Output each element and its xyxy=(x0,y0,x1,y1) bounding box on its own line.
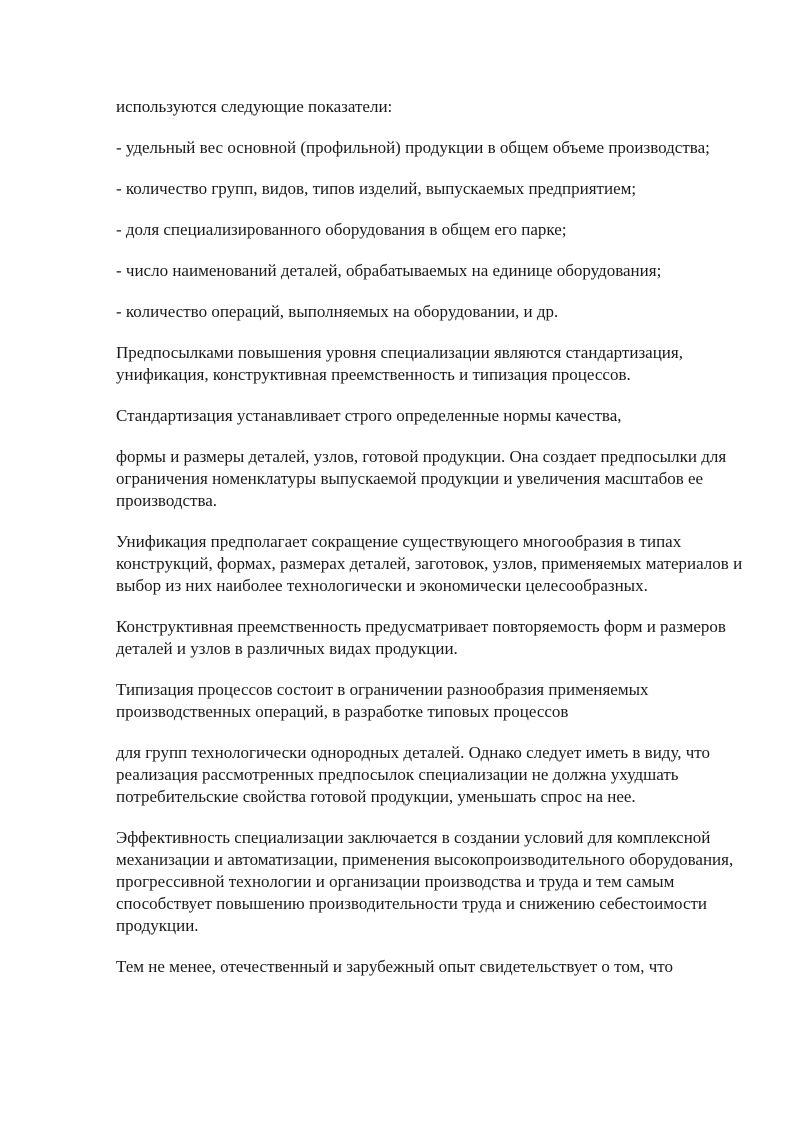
paragraph-5: - число наименований деталей, обрабатываемых на единице оборудования; xyxy=(116,261,662,280)
paragraph-15: Тем не менее, отечественный и зарубежный опыт свидетельствует о том, что xyxy=(116,957,674,976)
paragraph-3: - количество групп, видов, типов изделий, выпускаемых предприятием; xyxy=(116,179,637,198)
paragraph-9: формы и размеры деталей, узлов, готовой продукции. Она создает предпосылки для ограничения номенклатуры выпускаемой продукции и увеличения масштабов ее производства. xyxy=(116,447,727,510)
paragraph-13: для групп технологически однородных деталей. Однако следует иметь в виду, что реализация рассмотренных предпосылок специализации не должна ухудшать потребительские свойства готовой продукции, уменьшать спрос на нее. xyxy=(116,743,711,806)
paragraph-6: - количество операций, выполняемых на оборудовании, и др. xyxy=(116,302,559,321)
paragraph-4: - доля специализированного оборудования в общем его парке; xyxy=(116,220,567,239)
paragraph-7: Предпосылками повышения уровня специализации являются стандартизация, унификация, конструктивная преемственность и типизация процессов. xyxy=(116,343,683,384)
paragraph-14: Эффективность специализации заключается в создании условий для комплексной механизации и автоматизации, применения высокопроизводительного оборудования, прогрессивной технологии и организации производства и труда и тем самым способствует повышению производительности труда и снижению себестоимости продукции. xyxy=(116,828,734,935)
paragraph-2: - удельный вес основной (профильной) продукции в общем объеме производства; xyxy=(116,138,710,157)
document-body xyxy=(116,96,750,997)
paragraph-10: Унификация предполагает сокращение существующего многообразия в типах конструкций, формах, размерах деталей, заготовок, узлов, применяемых материалов и выбор из них наиболее технологически и экономически целесообразных. xyxy=(116,532,743,595)
paragraph-8: Стандартизация устанавливает строго определенные нормы качества, xyxy=(116,406,622,425)
paragraph-12: Типизация процессов состоит в ограничении разнообразия применяемых производственных операций, в разработке типовых процессов xyxy=(116,680,649,721)
paragraph-11: Конструктивная преемственность предусматривает повторяемость форм и размеров деталей и узлов в различных видах продукции. xyxy=(116,617,726,658)
paragraph-1: используются следующие показатели: xyxy=(116,97,393,116)
